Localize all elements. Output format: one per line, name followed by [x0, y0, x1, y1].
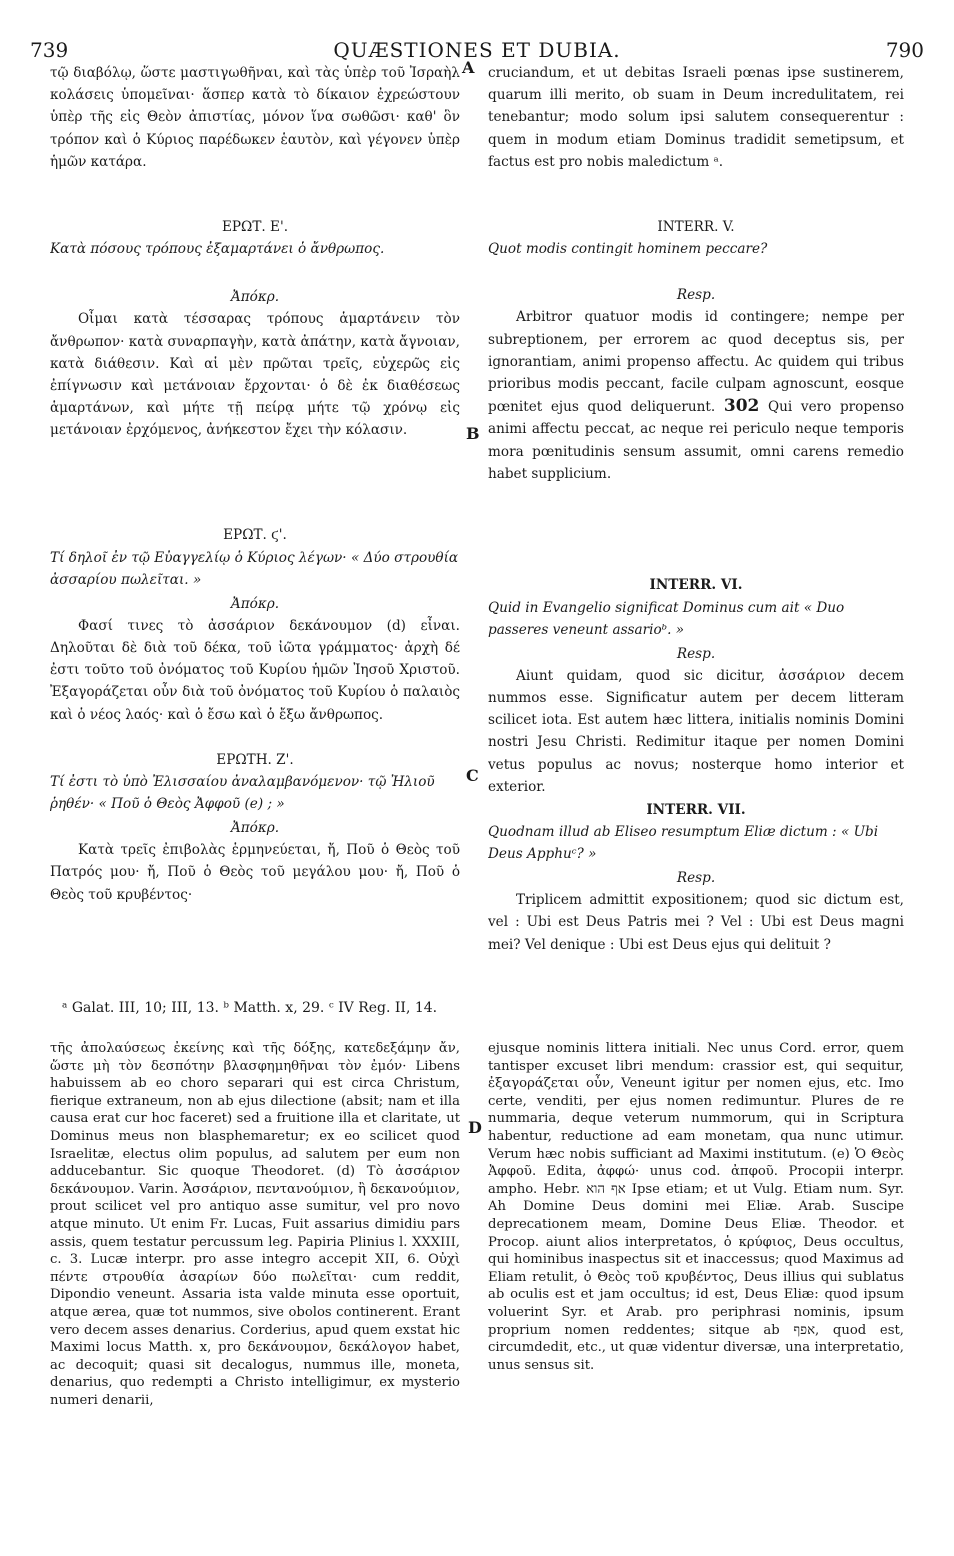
margin-letter-c: C [466, 766, 479, 785]
latin-intro: cruciandum, et ut debitas Israeli pœnas ipse sustinerem, quarum illi merito, ob suam in Deum incredulitatem, rei tenebantur; modo solum ipsi salutem consequerentur : quem in modum etiam Dominus tradidit semetipsum, et factus est pro nobis maledictum ᵃ. [488, 65, 904, 170]
margin-letter-d: D [468, 1118, 482, 1137]
column-number: 302 [723, 396, 760, 417]
greek-q5-question: Κατὰ πόσους τρόπους ἐξαμαρτάνει ὁ ἄνθρωπος. [50, 241, 385, 258]
left-page-number: 739 [30, 38, 69, 62]
latin-q7-answer-label: Resp. [676, 870, 716, 887]
footnotes: ᵃ Galat. III, 10; III, 13. ᵇ Matth. x, 29. ᶜ IV Reg. II, 14. [62, 1000, 438, 1016]
greek-q6-answer-label: Ἀπόκρ. [230, 595, 280, 612]
greek-q7-heading: ΕΡΩΤΗ. Ζ'. [216, 751, 294, 768]
latin-q5-answer-label: Resp. [676, 287, 716, 304]
latin-q7-question: Quodnam illud ab Eliseo resumptum Eliæ dictum : « Ubi Deus Apphuᶜ? » [488, 824, 879, 863]
right-page-number: 790 [885, 38, 924, 62]
latin-q6-answer-label: Resp. [676, 645, 716, 662]
greek-q6-heading: ΕΡΩΤ. ϛ'. [223, 527, 287, 544]
latin-q7-answer: Triplicem admittit expositionem; quod sic dictum est, vel : Ubi est Deus Patris mei ? Vel : Ubi est Deus magni mei? Vel denique : Ubi est Deus ejus qui delituit ? [488, 892, 904, 953]
latin-column [488, 62, 904, 977]
latin-q6-question: Quid in Evangelio significat Dominus cum ait « Duo passeres veneunt assarioᵇ. » [488, 599, 845, 638]
latin-q5-heading: INTERR. V. [657, 219, 735, 235]
notes-left: τῆς ἀπολαύσεως ἐκείνης καὶ τῆς δόξης, κατεδεξάμην ἄν, ὥστε μὴ τὸν δεσπότην βλασφημηθῆναι τὸν ἐμόν· Libens habuissem ab eo choro separari qui est circa Christum, fierique extraneum, non ab ejus dilectione (absit; nam et illa causa erat cur hoc faceret) sed a fruitione illa et claritate, ut Dominus meus non blasphemaretur; ex eo scilicet quod Israelitæ, electus olim populus, ad salutem per eum non adducebantur. Sic quoque Theodoret. (d) Τὸ ἀσσάριον δεκάνουμον. Varin. Ἀσσάριον, πεντανούμιον, ἢ δεκανούμιον, prout scilicet vel pro antiquo asse sumitur, vel pro novo atque minuto. Ut enim Fr. Lucas, Fuit assarius dimidiu pars assis, quem testatur percussum leg. Papiria Plinius l. XXXIII, c. 3. Lucæ interpr. pro asse integro accepit XII, 6. Οὐχὶ πέντε στρουθία ἀσαρίων δύο πωλεῖται· cum reddit, Dipondio veneunt. Assaria ista valde minuta esse oportuit, atque ærea, quæ tot nummos, sive obolos continerent. Erant vero decem asses denarius. Corderius, apud quem exstat hic Maximi locus Matth. x, pro δεκάνουμον, δεκάλογον habet, ac decoquit; quasi sit decalogus, nummus ille, moneta, denarius, quo redempti a Christo intelligimur, ex mysterio numeri denarii, [50, 1041, 460, 1408]
greek-q7-question: Τί ἐστι τὸ ὑπὸ Ἐλισσαίου ἀναλαμβανόμενον· τῷ Ἠλιοῦ ῥηθέν· « Ποῦ ὁ Θεὸς Ἀφφοῦ (e) ; » [50, 774, 435, 813]
latin-q6-heading: INTERR. VI. [649, 577, 743, 594]
notes-right-column [488, 1040, 904, 1530]
greek-q6-answer: Φασί τινες τὸ ἀσσάριον δεκάνουμον (d) εἶναι. Δηλοῦται δὲ διὰ τοῦ δέκα, τοῦ ἰῶτα γράμματος· ἀρχὴ δέ ἐστι τοῦτο τοῦ ὀνόματος τοῦ Κυρίου ἡμῶν Ἰησοῦ Χριστοῦ. Ἐξαγοράζεται οὖν διὰ τοῦ ὀνόματος τοῦ Κυρίου ὁ παλαιὸς καὶ ὁ νέος λαός· καὶ ὁ ἔσω καὶ ὁ ἔξω ἄνθρωπος. [50, 617, 460, 723]
notes-right: ejusque nominis littera initiali. Nec unus Cord. error, quem tantisper excuset libri mendum: crassior est, qui sequitur, ἐξαγοράζεται οὖν, Veneunt igitur per nomen ejus, etc. Imo certe, venditi, per ejus nomen redimuntur. Plures de re nummaria, deque veterum nummorum, qui in Scriptura habentur, reductione ad eam monetam, qua nunc utimur. Verum hæc nobis sufficiant ad Maximi institutum. (e) Ὁ Θεὸς Ἀφφοῦ. Edita, ἀφφώ· unus cod. ἀπφοῦ. Procopii interpr. ampho. Hebr. אף הוא Ipse etiam; et ut Vulg. Etiam num. Syr. Ah Domine Deus domini mei Eliæ. Arab. Suscipe deprecationem meam, Domine Deus Eliæ. Theodor. et Procop. aiunt alios interpretatos, ὁ κρύφιος, Deus occultus, qui hominibus inaspectus sit et inaccessus; quod Maximus ad Eliam retulit, ὁ Θεὸς τοῦ κρυβέντος, Deus illius qui sublatus ab oculis est et jam occultus; id est, Deus Eliæ: quod ipsum voluerint Syr. et Arab. pro periphrasi nominis, ipsum proprium nomen reddentes; sitque ab אפף, quod est, circumdedit, etc., ut quæ videntur diversæ, una interpretatio, unus sensus sit. [488, 1041, 904, 1373]
latin-q5-answer [488, 306, 904, 572]
greek-column [50, 62, 460, 905]
latin-q6-answer: Aiunt quidam, quod sic dicitur, ἀσσάριον decem nummos esse. Significatur autem per decem litteram scilicet iota. Est autem hæc littera, initialis nominis Domini nostri Jesu Christi. Redimitur itaque per nomen Domini vetus populus ac novus; nosterque homo interior et exterior. [488, 667, 904, 795]
greek-q5-answer: Οἶμαι κατὰ τέσσαρας τρόπους ἁμαρτάνειν τὸν ἄνθρωπον· κατὰ συναρπαγὴν, κατὰ ἀπάτην, κατὰ ἄγνοιαν, κατὰ διάθεσιν. Καὶ αἱ μὲν πρῶται τρεῖς, εὐχερῶς εἰς ἐπίγνωσιν καὶ μετάνοιαν ἔρχονται· ὁ δὲ ἐκ διαθέσεως ἁμαρτάνων, καὶ μήτε τῇ πείρᾳ μήτε τῷ χρόνῳ εἰς μετάνοιαν ἐρχόμενος, ἀνήκεστον ἔχει τὴν κόλασιν. [50, 311, 460, 439]
greek-q7-answer: Κατὰ τρεῖς ἐπιβολὰς ἑρμηνεύεται, ἤ, Ποῦ ὁ Θεὸς τοῦ Πατρός μου· ἤ, Ποῦ ὁ Θεὸς τοῦ μεγάλου μου· ἤ, Ποῦ ὁ Θεὸς τοῦ κρυβέντος· [50, 842, 460, 903]
greek-q5-answer-label: Ἀπόκρ. [230, 289, 280, 306]
greek-intro: τῷ διαβόλῳ, ὥστε μαστιγωθῆναι, καὶ τὰς ὑπὲρ τοῦ Ἰσραὴλ κολάσεις ὑπομεῖναι· ἅσπερ κατὰ τὸ δίκαιον ἐχρεώστουν ὑπὲρ τῆς εἰς Θεὸν ἀπιστίας, μόνον ἵνα σωθῶσι· καθ' ὃν τρόπον καὶ ὁ Κύριος παρέδωκεν ἑαυτὸν, καὶ γέγονεν ὑπὲρ ἡμῶν κατάρα. [50, 65, 460, 170]
greek-q7-answer-label: Ἀπόκρ. [230, 820, 280, 837]
margin-letter-a: A [462, 58, 475, 77]
notes-left-column [50, 1040, 460, 1530]
greek-q5-heading: ΕΡΩΤ. Ε'. [221, 219, 289, 235]
running-title: QUÆSTIONES ET DUBIA. [333, 38, 621, 62]
greek-q6-question: Τί δηλοῖ ἐν τῷ Εὐαγγελίῳ ὁ Κύριος λέγων· « Δύο στρουθία ἀσσαρίου πωλεῖται. » [50, 549, 459, 588]
latin-q5-question: Quot modis contingit hominem peccare? [488, 241, 768, 258]
margin-letter-b: B [466, 424, 480, 443]
latin-q7-heading: INTERR. VII. [646, 801, 746, 818]
latin-q5-answer-pre: Arbitror quatuor modis id contingere; nempe per subreptionem, per errorem ac quod deceptus sis, per ignorantiam, animi propenso affectu. Ac quidem qui tribus prioribus modis peccant, facile culpam agnoscunt, eosque pœnitet ejus quod deliquerunt. [488, 309, 904, 416]
latin-q5-answer-post: Qui vero propenso animi affectu peccat, ac neque rei periculo neque temporis mora pœnitudinis sensum assumit, omni carens remedio habet supplicium. [488, 399, 904, 482]
